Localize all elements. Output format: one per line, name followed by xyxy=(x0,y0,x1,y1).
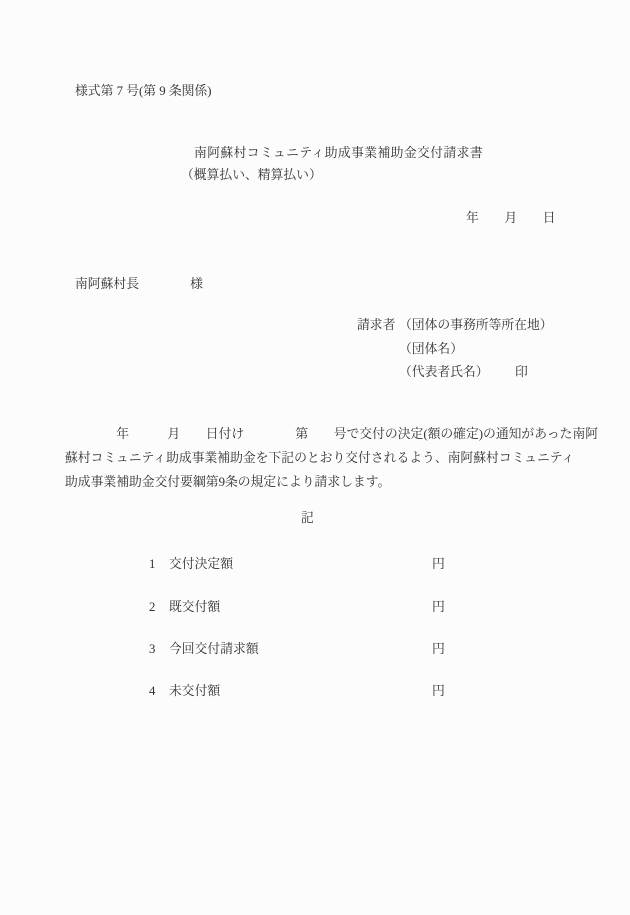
requester-org-line: （団体名） xyxy=(399,342,463,356)
date-line: 年 月 日 xyxy=(466,211,556,225)
item-label: 交付決定額 xyxy=(169,557,233,571)
item-unit: 円 xyxy=(432,557,445,571)
item-unit: 円 xyxy=(432,684,445,698)
section-marker: 記 xyxy=(301,511,314,525)
body-line-2: 蘇村コミュニティ助成事業補助金を下記のとおり交付されるよう、南阿蘇村コミュニティ xyxy=(65,451,575,465)
item-unit: 円 xyxy=(432,642,445,656)
item-number: 3 xyxy=(149,642,156,656)
item-number: 4 xyxy=(149,684,156,698)
item-label: 既交付額 xyxy=(169,600,221,614)
item-label: 未交付額 xyxy=(169,684,221,698)
requester-label: 請求者 xyxy=(357,318,396,332)
body-line-3: 助成事業補助金交付要綱第9条の規定により請求します。 xyxy=(65,475,391,489)
item-row-4 xyxy=(0,684,630,702)
item-number: 2 xyxy=(149,600,156,614)
item-row-1 xyxy=(0,557,630,575)
requester-representative-line: （代表者氏名） xyxy=(399,365,489,379)
seal-mark: 印 xyxy=(515,365,528,379)
document-title: 南阿蘇村コミュニティ助成事業補助金交付請求書 xyxy=(194,146,484,160)
item-number: 1 xyxy=(149,557,156,571)
item-row-3 xyxy=(0,642,630,660)
item-label: 今回交付請求額 xyxy=(169,642,259,656)
addressee-line: 南阿蘇村長 様 xyxy=(75,277,203,291)
body-line-1: 年 月 日付け 第 号で交付の決定(額の確定)の通知があった南阿 xyxy=(65,427,599,441)
requester-address-line: （団体の事務所等所在地） xyxy=(399,318,553,332)
item-row-2 xyxy=(0,600,630,618)
document-subtitle: （概算払い、精算払い） xyxy=(181,168,322,182)
item-unit: 円 xyxy=(432,600,445,614)
form-number: 様式第 7 号(第 9 条関係) xyxy=(75,84,212,98)
